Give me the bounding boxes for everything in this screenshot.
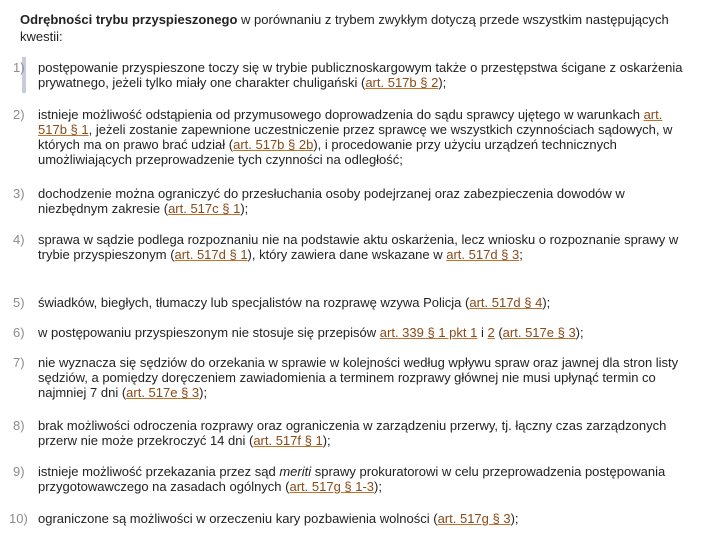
item-text-segment: ), który zawiera dane wskazane w [247, 247, 447, 262]
article-reference-link[interactable]: art. 517g § 3 [437, 511, 511, 526]
list-item [0, 60, 690, 90]
list-item [0, 464, 690, 494]
item-text-segment: ( [494, 325, 503, 340]
item-text-segment: ); [374, 479, 382, 494]
item-text-segment: ); [240, 201, 249, 216]
item-text [38, 107, 690, 167]
list-item [0, 107, 690, 167]
item-text [38, 418, 690, 448]
item-text [38, 186, 690, 216]
intro-paragraph [20, 11, 700, 45]
article-reference-link[interactable]: art. 517d § 3 [446, 247, 520, 262]
article-reference-link[interactable]: art. 517d § 1 [174, 247, 248, 262]
item-text-segment: nie wyznacza się sędziów do orzekania w sprawie w kolejności według wpływu spraw oraz jawnej dla stron listy sędziów, a pomiędzy doręczeniem zawiadomienia a terminem rozprawy głównej nie musi upłynąć termin co najmniej 7 dni ( [38, 355, 679, 400]
item-text [38, 325, 690, 340]
intro-heading: Odrębności trybu przyspieszonego [20, 12, 238, 27]
item-text-segment: ograniczone są możliwości w orzeczeniu kary pozbawienia wolności ( [38, 511, 438, 526]
item-number: 9) [13, 464, 25, 479]
item-text-segment: postępowanie przyspieszone toczy się w trybie publicznoskargowym także o przestępstwa ścigane z oskarżenia prywatnego, jeżeli tylko miały one charakter chuligański ( [38, 60, 683, 90]
article-reference-link[interactable]: art. 517b § 2b [233, 137, 314, 152]
article-reference-link[interactable]: art. 339 § 1 pkt 1 [379, 325, 478, 340]
item-text-segment: ); [510, 511, 519, 526]
item-text-segment: ); [199, 385, 208, 400]
item-number: 7) [13, 355, 25, 370]
article-reference-link[interactable]: art. 517f § 1 [253, 433, 323, 448]
list-item [0, 295, 690, 310]
item-text-segment: sprawa w sądzie podlega rozpoznaniu nie na podstawie aktu oskarżenia, lecz wniosku o rozpoznanie sprawy w trybie przyspieszonym ( [38, 232, 679, 262]
item-number: 2) [13, 107, 25, 122]
item-number: 5) [13, 295, 25, 310]
article-reference-link[interactable]: art. 517b § 2 [365, 75, 439, 90]
item-text [38, 232, 690, 262]
item-text [38, 295, 690, 310]
item-text [38, 60, 690, 90]
list-item [0, 325, 690, 340]
item-text-segment: ), i procedowanie przy użyciu urządzeń technicznych umożliwiających przeprowadzenie tych czynności na odległość; [38, 137, 617, 167]
item-text-segment: sprawy prokuratorowi w celu przeprowadzenia postępowania przygotowawczego na zasadach ogólnych ( [38, 464, 666, 494]
italic-term: meriti [279, 464, 312, 479]
article-reference-link[interactable]: art. 517g § 1-3 [289, 479, 375, 494]
item-text-segment: ); [438, 75, 447, 90]
item-text-segment: i [477, 325, 488, 340]
list-item [0, 511, 690, 526]
item-text-segment: ; [519, 247, 523, 262]
list-item [0, 355, 690, 400]
item-text [38, 511, 690, 526]
item-text-segment: w postępowaniu przyspieszonym nie stosuje się przepisów [38, 325, 380, 340]
item-text-segment: świadków, biegłych, tłumaczy lub specjalistów na rozprawę wzywa Policja ( [38, 295, 470, 310]
article-reference-link[interactable]: art. 517b § 1 [38, 107, 663, 137]
list-item [0, 418, 690, 448]
article-reference-link[interactable]: art. 517e § 3 [126, 385, 200, 400]
item-number: 3) [13, 186, 25, 201]
article-reference-link[interactable]: art. 517c § 1 [168, 201, 241, 216]
item-number: 1) [13, 60, 25, 75]
item-number: 6) [13, 325, 25, 340]
article-reference-link[interactable]: 2 [487, 325, 495, 340]
item-text [38, 464, 690, 494]
list-item [0, 186, 690, 216]
article-reference-link[interactable]: art. 517d § 4 [469, 295, 543, 310]
list-item [0, 232, 690, 262]
item-text-segment: ); [542, 295, 551, 310]
item-text-segment: , jeżeli zostanie zapewnione uczestniczenie przez sprawcę we wszystkich czynnościach sądowych, w których ma on prawo brać udział ( [38, 122, 673, 152]
item-text-segment: ); [322, 433, 331, 448]
item-text-segment: brak możliwości odroczenia rozprawy oraz ograniczenia w zarządzeniu przerwy, tj. łączny czas zarządzonych przerw nie może przekroczyć 14 dni ( [38, 418, 667, 448]
item-text [38, 355, 690, 400]
item-text-segment: dochodzenie można ograniczyć do przesłuchania osoby podejrzanej oraz zabezpieczenia dowodów w niezbędnym zakresie ( [38, 186, 625, 216]
item-number: 4) [13, 232, 25, 247]
item-number: 8) [13, 418, 25, 433]
article-reference-link[interactable]: art. 517e § 3 [502, 325, 576, 340]
item-text-segment: istnieje możliwość przekazania przez sąd [38, 464, 280, 479]
item-text-segment: istnieje możliwość odstąpienia od przymusowego doprowadzenia do sądu sprawcy ujętego w warunkach [38, 107, 644, 122]
item-text-segment: ); [575, 325, 584, 340]
item-number: 10) [9, 511, 28, 526]
intro-text: w porównaniu z trybem zwykłym dotyczą przede wszystkim następujących kwestii: [20, 12, 669, 44]
